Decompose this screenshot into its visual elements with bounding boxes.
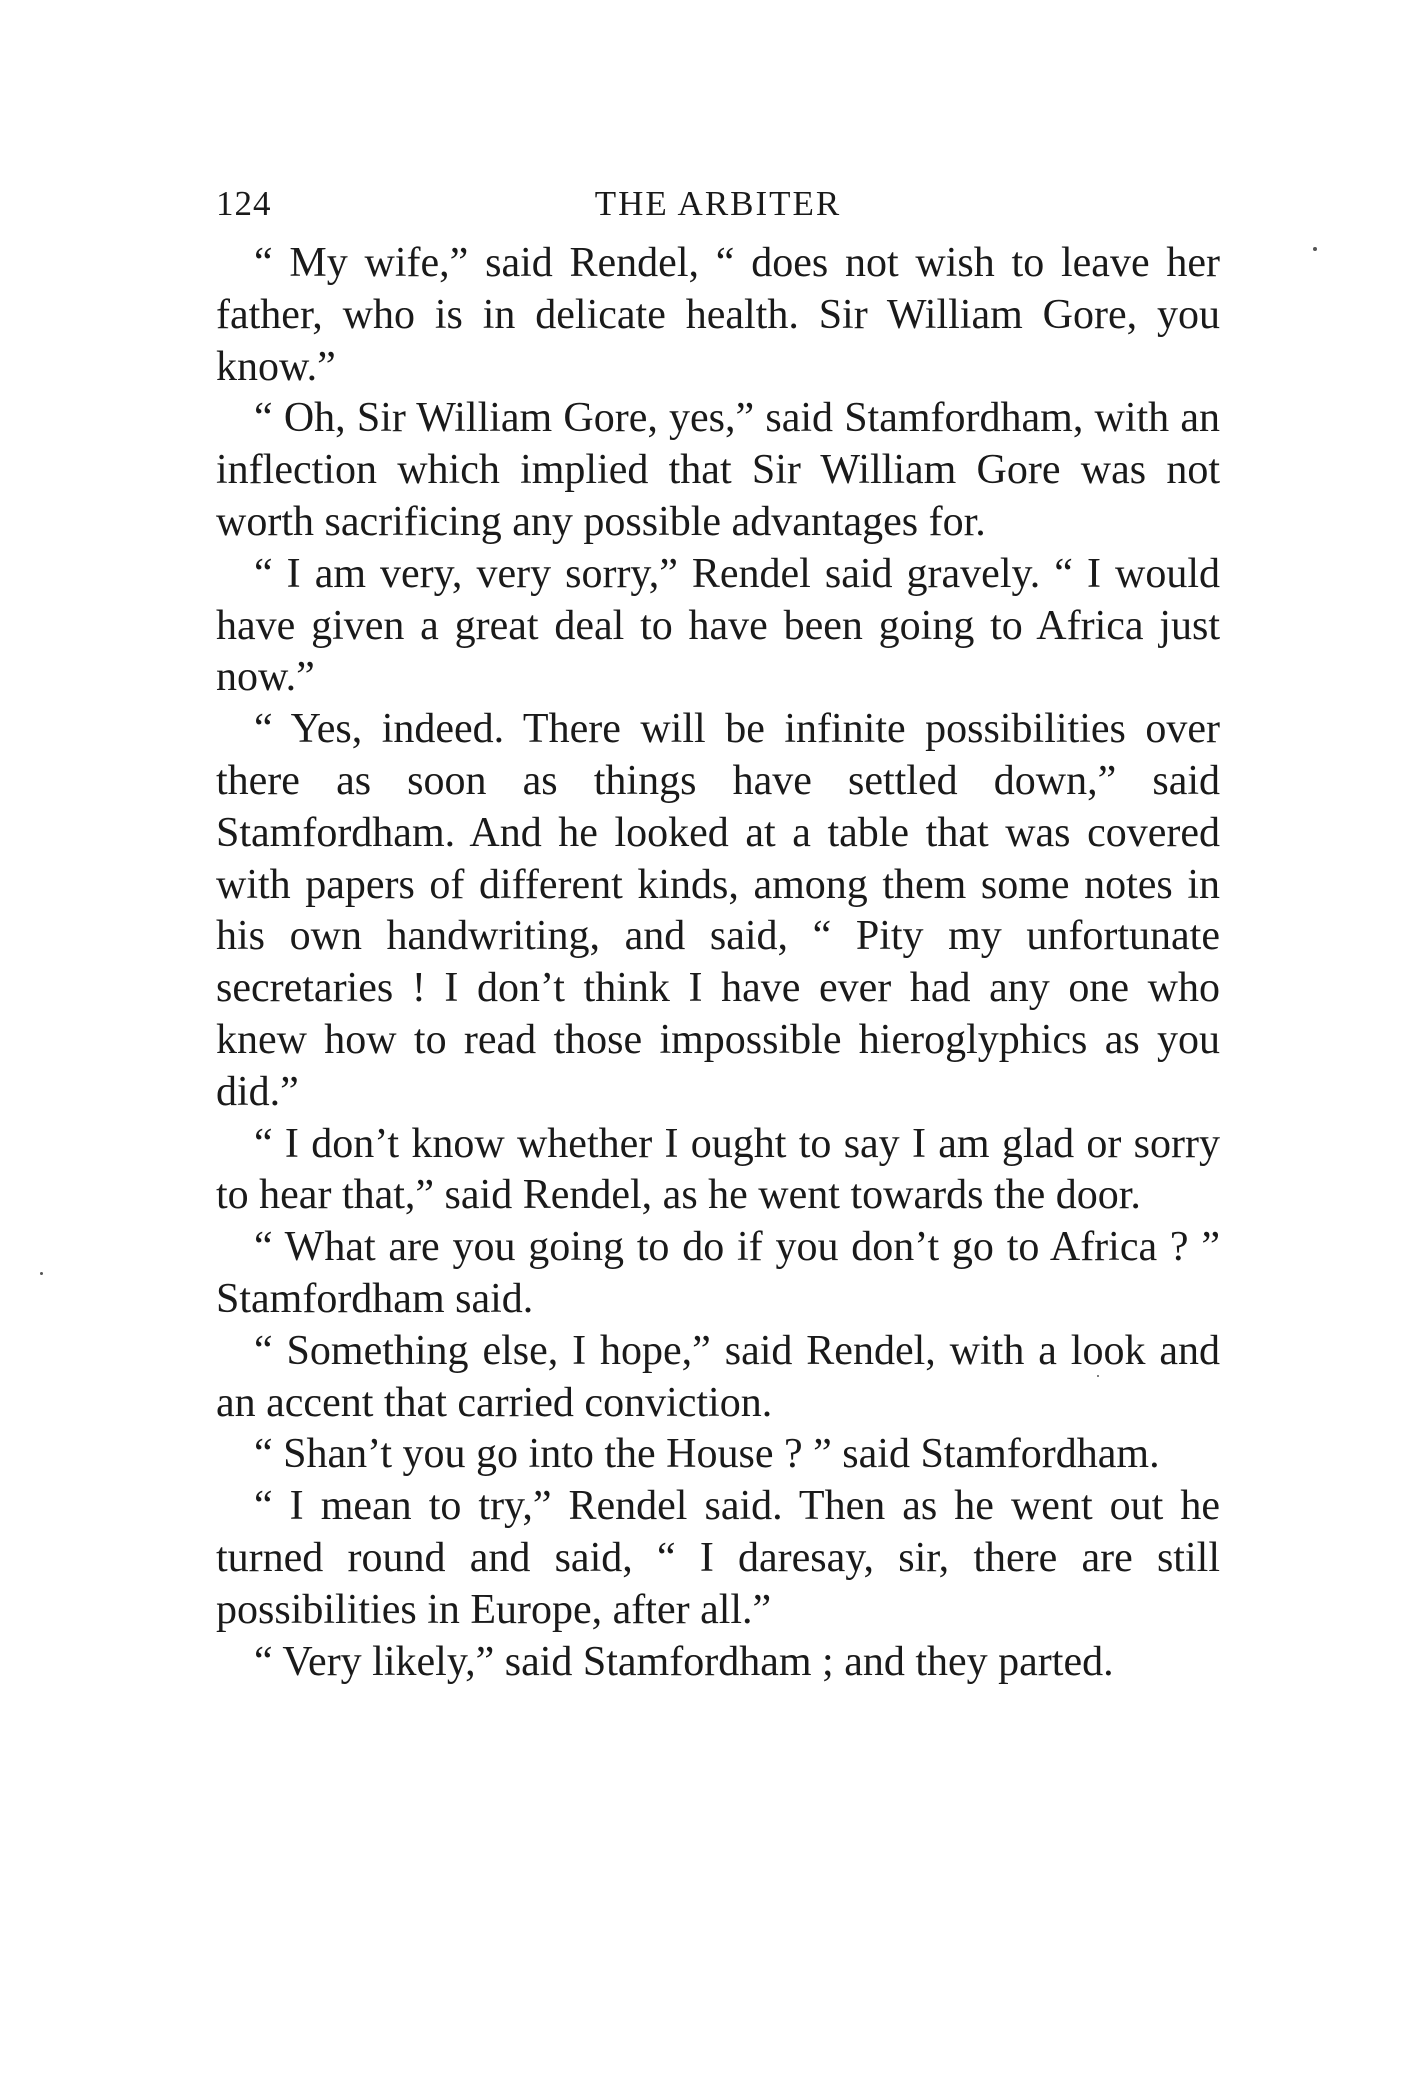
paragraph: “ Yes, indeed. There will be infinite possibilities over there as soon as things have settled down,” said Stamfordham. And he looked at a table that was covered with papers of different kinds, among them some notes in his own handwriting, and said, “ Pity my unfortunate secretaries ! I don’t think I have ever had any one who knew how to read those impossible hieroglyphics as you did.” bbox=[216, 706, 1220, 1115]
scan-speck bbox=[1097, 1375, 1099, 1377]
paragraph: “ I am very, very sorry,” Rendel said gravely. “ I would have given a great deal to have been going to Africa just now.” bbox=[216, 550, 1220, 701]
paragraph: “ Very likely,” said Stamfordham ; and they parted. bbox=[254, 1638, 1114, 1685]
paragraph: “ Something else, I hope,” said Rendel, with a look and an accent that carried conviction. bbox=[216, 1327, 1220, 1426]
page-number: 124 bbox=[216, 184, 272, 223]
paragraph: “ What are you going to do if you don’t go to Africa ? ” Stamfordham said. bbox=[216, 1224, 1220, 1322]
paragraph: “ I don’t know whether I ought to say I am glad or sorry to hear that,” said Rendel, as he went towards the door. bbox=[216, 1120, 1220, 1219]
running-head bbox=[216, 184, 1220, 238]
paragraph: “ Oh, Sir William Gore, yes,” said Stamfordham, with an inflection which implied that Sir William Gore was not worth sacrificing any possible advantages for. bbox=[216, 395, 1220, 545]
scan-speck bbox=[40, 1272, 43, 1275]
paragraph: “ My wife,” said Rendel, “ does not wish to leave her father, who is in delicate health. Sir William Gore, you know.” bbox=[216, 240, 1220, 390]
scan-speck bbox=[1313, 247, 1317, 251]
book-page bbox=[216, 184, 1220, 1688]
paragraph: “ Shan’t you go into the House ? ” said Stamfordham. bbox=[254, 1431, 1160, 1478]
body-text bbox=[216, 238, 1220, 1688]
paragraph: “ I mean to try,” Rendel said. Then as he went out he turned round and said, “ I daresay, sir, there are still possibilities in Europe, after all.” bbox=[216, 1483, 1220, 1633]
running-title: THE ARBITER bbox=[594, 184, 842, 223]
